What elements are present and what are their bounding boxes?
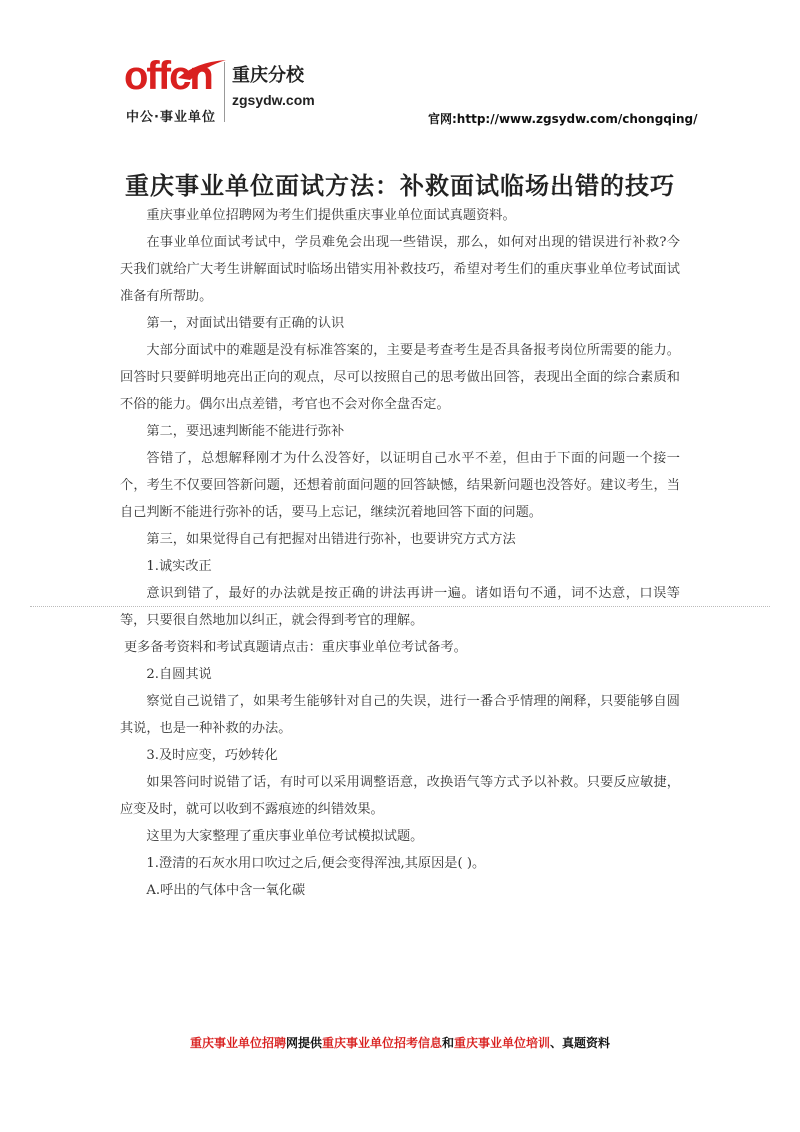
section-heading: 第一，对面试出错要有正确的认识: [146, 316, 345, 331]
paragraph: 在事业单位面试考试中，学员难免会出现一些错误，那么，如何对出现的错误进行补救?今天我们就给广大考生讲解面试时临场出错实用补救技巧，希望对考生们的重庆事业单位考试面试准备有所帮助。: [120, 235, 680, 304]
footer-text: 网提供: [285, 1036, 322, 1050]
footer-text: 、真题资料: [550, 1036, 611, 1050]
sub-heading: 2.自圆其说: [146, 667, 212, 682]
question: 1.澄清的石灰水用口吹过之后,便会变得浑浊,其原因是( )。: [146, 856, 486, 871]
section-heading: 第二，要迅速判断能不能进行弥补: [146, 424, 345, 439]
paragraph: 大部分面试中的难题是没有标准答案的，主要是考查考生是否具备报考岗位所需要的能力。回答时只要鲜明地亮出正向的观点，尽可以按照自己的思考做出回答，表现出全面的综合素质和不俗的能力。偶尔出点差错，考官也不会对你全盘否定。: [120, 343, 680, 412]
footer-link-training[interactable]: 重庆事业单位培训: [454, 1036, 551, 1050]
paragraph: 答错了，总想解释刚才为什么没答好，以证明自己水平不差，但由于下面的问题一个接一个，考生不仅要回答新问题，还想着前面问题的回答缺憾，结果新问题也没答好。建议考生，当自己判断不能进行弥补的话，要马上忘记，继续沉着地回答下面的问题。: [120, 451, 680, 520]
footer-link-recruitment[interactable]: 重庆事业单位招聘: [189, 1036, 286, 1050]
section-heading: 第三，如果觉得自己有把握对出错进行弥补，也要讲究方式方法: [146, 532, 516, 547]
more-info-link[interactable]: 更多备考资料和考试真题请点击：重庆事业单位考试备考。: [123, 640, 467, 655]
paragraph: 重庆事业单位招聘网为考生们提供重庆事业单位面试真题资料。: [146, 208, 516, 223]
logo-subtitle: 中公·事业单位: [126, 110, 216, 125]
official-website-link[interactable]: 官网:http://www.zgsydw.com/chongqing/: [428, 112, 698, 126]
logo-domain: zgsydw.com: [232, 92, 315, 108]
paragraph: 这里为大家整理了重庆事业单位考试模拟试题。: [146, 829, 424, 844]
article-body: [120, 202, 680, 904]
footer-link-exam-info[interactable]: 重庆事业单位招考信息: [321, 1036, 442, 1050]
sub-heading: 3.及时应变，巧妙转化: [146, 748, 278, 763]
answer-option: A.呼出的气体中含一氧化碳: [146, 883, 306, 898]
sub-heading: 1.诚实改正: [146, 559, 212, 574]
logo-branch: 重庆分校: [232, 65, 304, 86]
offcn-logo: [124, 56, 324, 126]
logo-wordmark: offcn: [124, 54, 212, 98]
paragraph: 察觉自己说错了，如果考生能够针对自己的失误，进行一番合乎情理的阐释，只要能够自圆其说，也是一种补救的办法。: [120, 694, 680, 736]
page-title: 重庆事业单位面试方法：补救面试临场出错的技巧: [125, 172, 675, 200]
footer-text: 和: [442, 1036, 455, 1050]
footer: [0, 1034, 800, 1051]
paragraph: 如果答问时说错了话，有时可以采用调整语意，改换语气等方式予以补救。只要反应敏捷，应变及时，就可以收到不露痕迹的纠错效果。: [120, 775, 680, 817]
logo-divider: [224, 62, 225, 122]
paragraph: 意识到错了，最好的办法就是按正确的讲法再讲一遍。诸如语句不通，词不达意，口误等等，只要很自然地加以纠正，就会得到考官的理解。: [120, 586, 680, 628]
